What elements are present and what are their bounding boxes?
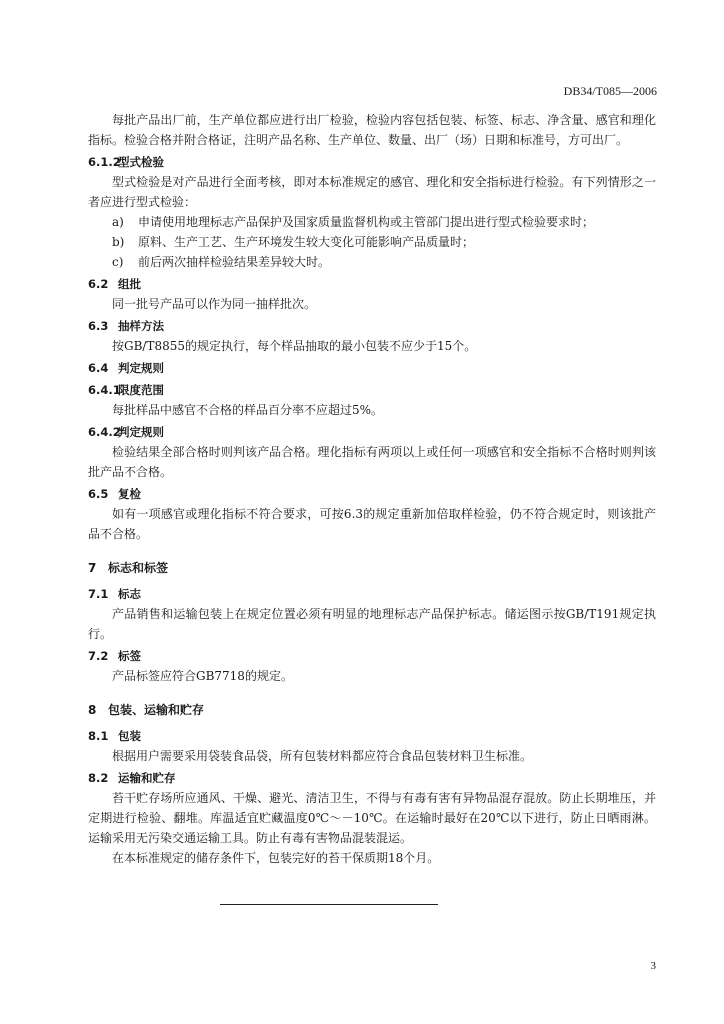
section-title: 抽样方法	[118, 319, 164, 333]
heading-6-3	[88, 316, 656, 336]
chapter-number: 7	[88, 561, 97, 575]
heading-8-2	[88, 768, 656, 788]
heading-8	[88, 700, 656, 720]
section-number: 7.2	[88, 649, 109, 663]
standard-code: DB34/T085—2006	[563, 84, 657, 98]
section-title: 包装	[118, 729, 141, 743]
section-number: 6.4.1	[88, 383, 121, 397]
end-rule	[220, 904, 438, 905]
list-text: 前后两次抽样检验结果差异较大时。	[138, 255, 331, 269]
chapter-title: 包装、运输和贮存	[108, 703, 205, 717]
document-body	[88, 110, 656, 868]
list-item	[88, 252, 656, 272]
section-title: 组批	[118, 277, 141, 291]
heading-6-1-2	[88, 152, 656, 172]
list-text: 申请使用地理标志产品保护及国家质量监督机构或主管部门提出进行型式检验要求时；	[138, 215, 595, 229]
section-number: 6.4.2	[88, 425, 121, 439]
heading-8-1	[88, 726, 656, 746]
section-title: 判定规则	[118, 361, 164, 375]
paragraph-8-2-shelf-life: 在本标准规定的储存条件下，包装完好的苔干保质期18个月。	[112, 851, 440, 865]
section-title: 型式检验	[118, 155, 164, 169]
list-item	[88, 232, 656, 252]
list-marker: b)	[112, 235, 125, 249]
section-title: 判定规则	[118, 425, 164, 439]
section-title: 标签	[118, 649, 141, 663]
chapter-title: 标志和标签	[108, 561, 169, 575]
heading-6-4-1	[88, 380, 656, 400]
heading-7	[88, 558, 656, 578]
paragraph-6-4-2: 检验结果全部合格时则判该产品合格。理化指标有两项以上或任何一项感官和安全指标不合格时则判该批产品不合格。	[88, 445, 656, 479]
paragraph-6-5: 如有一项感官或理化指标不符合要求，可按6.3的规定重新加倍取样检验，仍不符合规定时，则该批产品不合格。	[88, 507, 656, 541]
section-number: 8.2	[88, 771, 109, 785]
paragraph-7-2: 产品标签应符合GB7718的规定。	[112, 669, 293, 683]
section-number: 6.1.2	[88, 155, 121, 169]
section-number: 8.1	[88, 729, 109, 743]
list-item	[88, 212, 656, 232]
paragraph-8-1: 根据用户需要采用袋装食品袋，所有包装材料都应符合食品包装材料卫生标准。	[112, 749, 533, 763]
section-title: 运输和贮存	[118, 771, 176, 785]
section-number: 6.4	[88, 361, 109, 375]
chapter-number: 8	[88, 703, 97, 717]
heading-7-2	[88, 646, 656, 666]
paragraph-7-1: 产品销售和运输包装上在规定位置必须有明显的地理标志产品保护标志。储运图示按GB/T191规定执行。	[88, 607, 656, 641]
paragraph-6-2: 同一批号产品可以作为同一抽样批次。	[112, 297, 317, 311]
heading-6-4	[88, 358, 656, 378]
heading-7-1	[88, 584, 656, 604]
page-number: 3	[650, 960, 656, 972]
section-number: 6.5	[88, 487, 109, 501]
list-marker: a)	[112, 215, 124, 229]
list-text: 原料、生产工艺、生产环境发生较大变化可能影响产品质量时；	[138, 235, 475, 249]
heading-6-4-2	[88, 422, 656, 442]
section-number: 7.1	[88, 587, 109, 601]
paragraph-6-1-2: 型式检验是对产品进行全面考核，即对本标准规定的感官、理化和安全指标进行检验。有下列情形之一者应进行型式检验：	[88, 175, 656, 209]
paragraph-6-3: 按GB/T8855的规定执行，每个样品抽取的最小包装不应少于15个。	[112, 339, 477, 353]
list-marker: c)	[112, 255, 124, 269]
heading-6-5	[88, 484, 656, 504]
heading-6-2	[88, 274, 656, 294]
section-number: 6.3	[88, 319, 109, 333]
section-title: 限度范围	[118, 383, 164, 397]
section-number: 6.2	[88, 277, 109, 291]
intro-paragraph: 每批产品出厂前，生产单位都应进行出厂检验，检验内容包括包装、标签、标志、净含量、感官和理化指标。检验合格并附合格证，注明产品名称、生产单位、数量、出厂（场）日期和标准号，方可出厂。	[88, 113, 656, 147]
section-title: 复检	[118, 487, 141, 501]
paragraph-8-2-storage: 苔干贮存场所应通风、干燥、避光、清洁卫生，不得与有毒有害有异物品混存混放。防止长期堆压，并定期进行检验、翻堆。库温适宜贮藏温度0℃～－10℃。在运输时最好在20℃以下进行，防止日晒雨淋。运输采用无污染交通运输工具。防止有毒有害物品混装混运。	[88, 791, 656, 845]
paragraph-6-4-1: 每批样品中感官不合格的样品百分率不应超过5%。	[112, 403, 384, 417]
section-title: 标志	[118, 587, 141, 601]
